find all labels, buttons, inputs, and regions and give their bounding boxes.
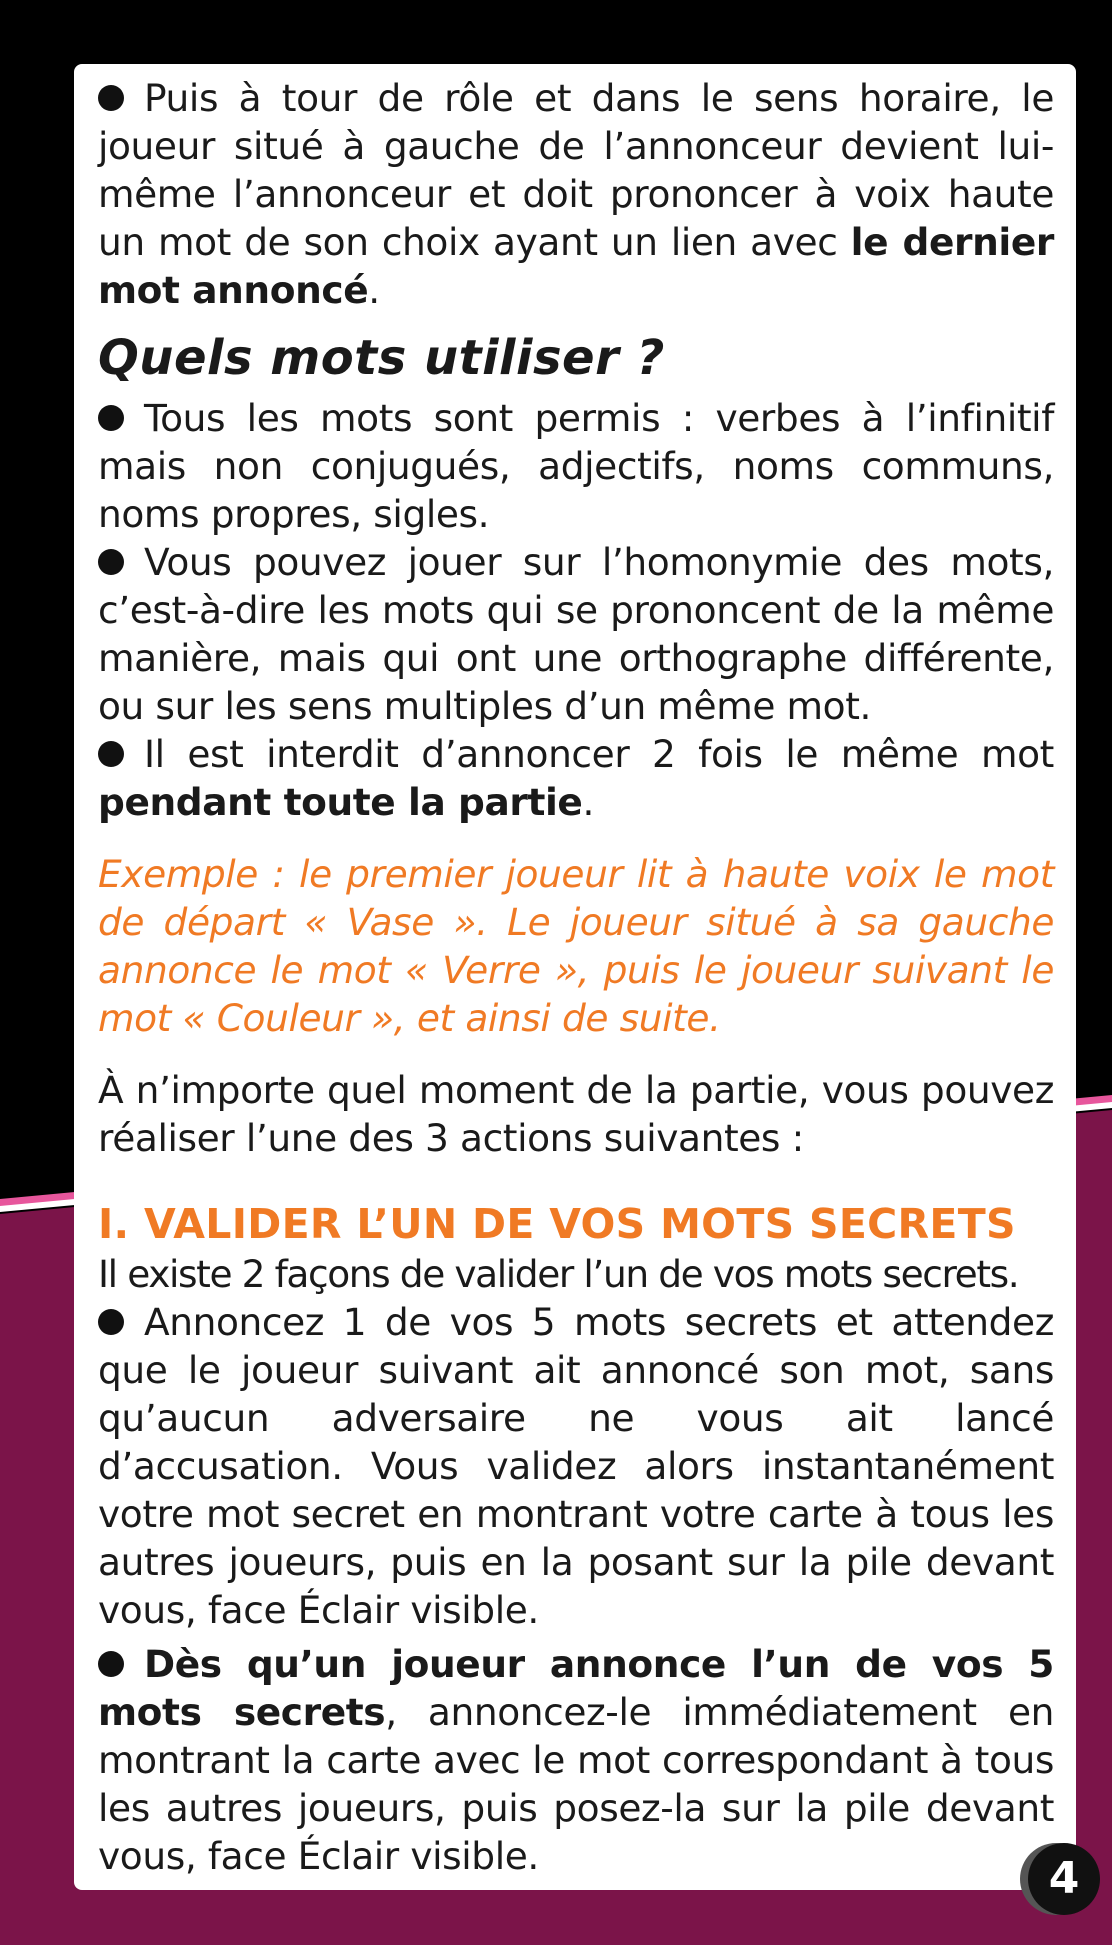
bullet-all-words: [98, 394, 1054, 538]
bullet-icon: [98, 1651, 124, 1677]
bullet-icon: [98, 85, 124, 111]
bullet-bold: Dès qu’un joueur annonce l’un de vos 5 mots secrets: [98, 1642, 1054, 1734]
bullet-end: .: [582, 780, 595, 824]
bullet-text: , annoncez-le immédiatement en montrant la carte avec le mot correspondant à tous les autres joueurs, puis posez-la sur la pile devant vous, face Éclair visible.: [98, 1690, 1054, 1878]
bullet-text: Annoncez 1 de vos 5 mots secrets et attendez que le joueur suivant ait annoncé son mot, sans qu’aucun adversaire ne vous ait lancé d’accusation. Vous validez alors instantanément votre mot secret en montrant votre carte à tous les autres joueurs, puis en la posant sur la pile devant vous, face Éclair visible.: [98, 1300, 1054, 1632]
bullet-homonymy: [98, 538, 1054, 730]
page-number-badge: 4: [1028, 1843, 1100, 1915]
paragraph-turn-order: [98, 74, 1054, 314]
bullet-icon: [98, 741, 124, 767]
bullet-text: Il est interdit d’annoncer 2 fois le même mot: [144, 732, 1054, 776]
bullet-immediate-announce: [98, 1640, 1054, 1880]
heading-which-words: Quels mots utiliser ?: [98, 330, 665, 386]
section-title-validate: I. VALIDER L’UN DE VOS MOTS SECRETS: [98, 1200, 1016, 1248]
bullet-icon: [98, 405, 124, 431]
paragraph-end: .: [368, 268, 380, 312]
bullet-bold: pendant toute la partie: [98, 780, 583, 824]
bullet-text: Vous pouvez jouer sur l’homonymie des mots, c’est-à-dire les mots qui se prononcent de la même manière, mais qui ont une orthographe différente, ou sur les sens multiples d’un même mot.: [98, 540, 1054, 728]
rules-card: [74, 64, 1076, 1890]
paragraph-bold: le dernier mot annoncé: [98, 220, 1054, 312]
bullet-icon: [98, 1309, 124, 1335]
actions-intro: À n’importe quel moment de la partie, vous pouvez réaliser l’une des 3 actions suivantes :: [98, 1068, 1054, 1160]
bullet-announce-secret: [98, 1298, 1054, 1634]
example-paragraph: Exemple : le premier joueur lit à haute voix le mot de départ « Vase ». Le joueur situé à sa gauche annonce le mot « Verre », puis le joueur suivant le mot « Couleur », et ainsi de suite.: [98, 852, 1054, 1040]
bullet-text: Tous les mots sont permis : verbes à l’infinitif mais non conjugués, adjectifs, noms communs, noms propres, sigles.: [98, 396, 1054, 536]
bullet-no-repeat: [98, 730, 1054, 826]
bullet-icon: [98, 549, 124, 575]
paragraph-text: Puis à tour de rôle et dans le sens horaire, le joueur situé à gauche de l’annonceur devient lui-même l’annonceur et doit prononcer à voix haute un mot de son choix ayant un lien avec: [98, 76, 1054, 264]
section-intro: Il existe 2 façons de valider l’un de vos mots secrets.: [98, 1252, 1019, 1296]
